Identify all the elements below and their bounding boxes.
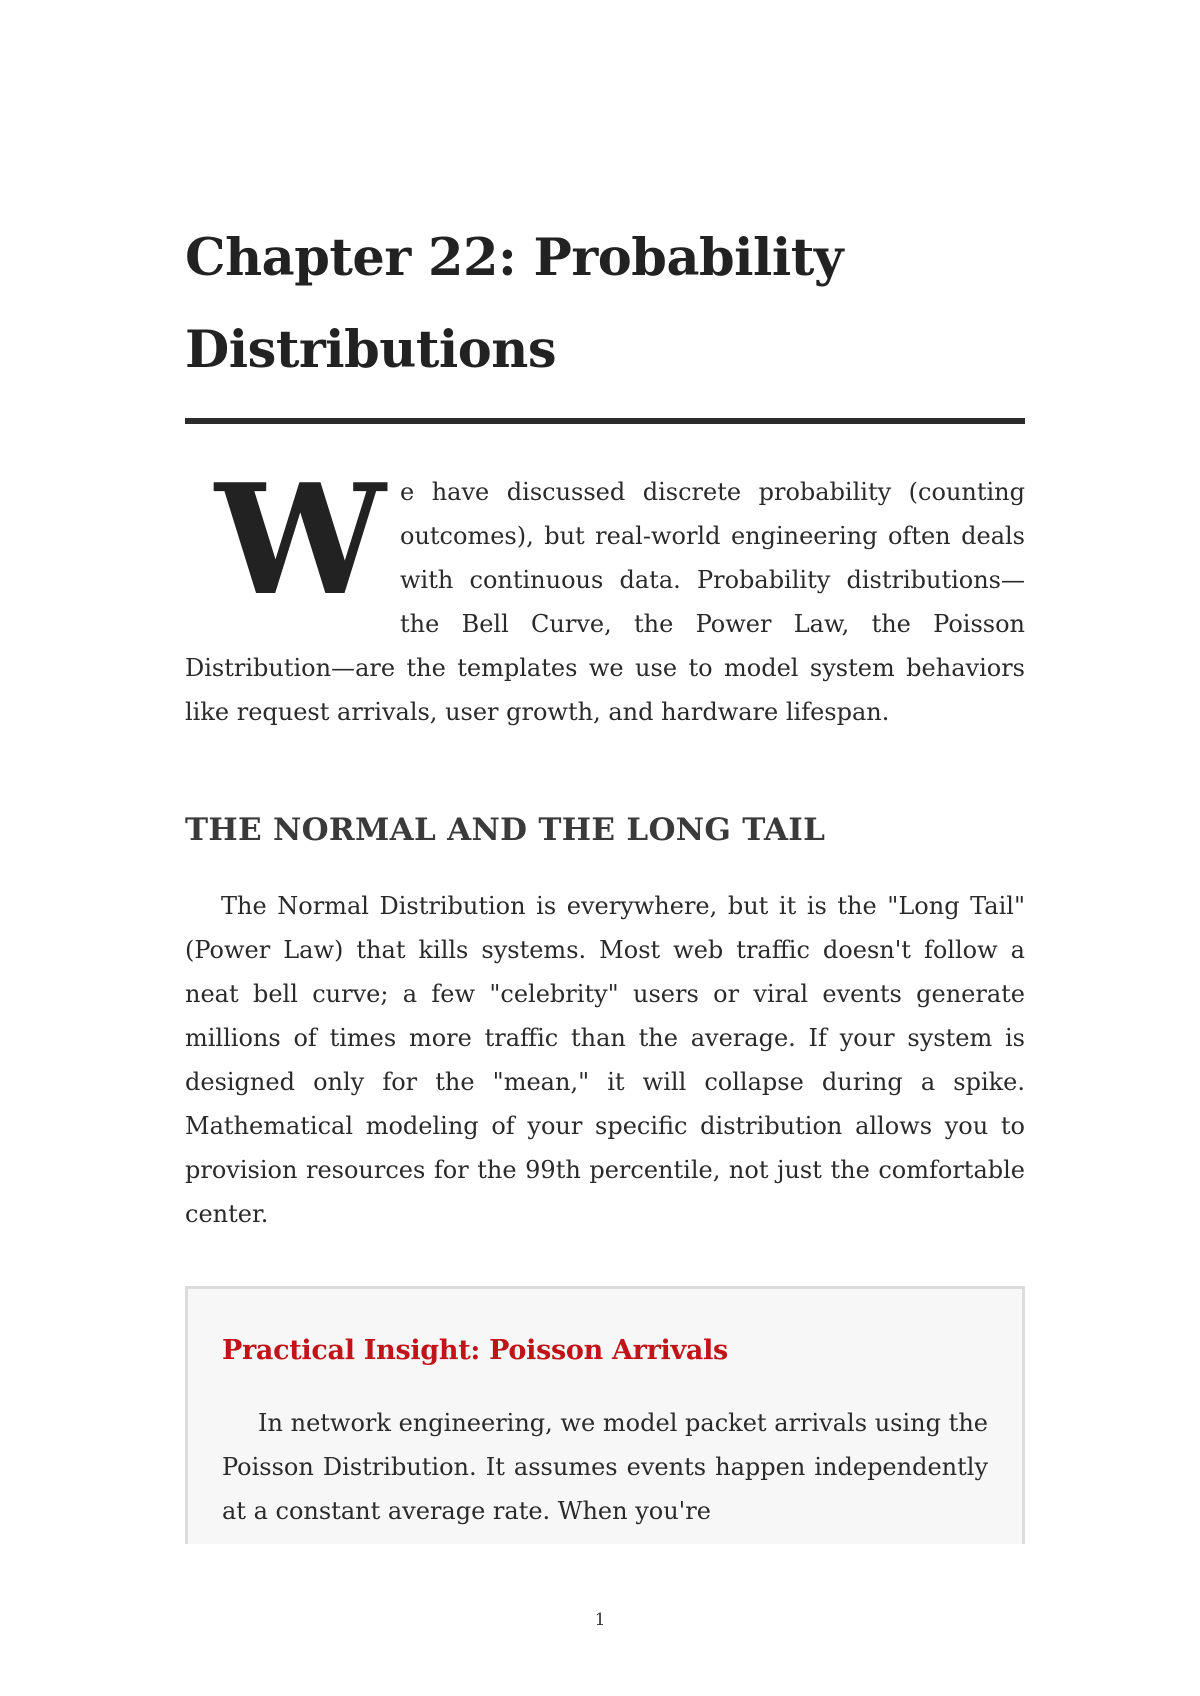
- title-divider: [185, 418, 1025, 424]
- document-page: [185, 0, 1025, 1696]
- insight-callout: [185, 1286, 1025, 1544]
- section-paragraph: The Normal Distribution is everywhere, but it is the "Long Tail" (Power Law) that kills systems. Most web traffic doesn't follow a neat bell curve; a few "celebrity" users or viral events generate millions of times more traffic than the average. If your system is designed only for the "mean," it will collapse during a spike. Mathematical modeling of your specific distribution allows you to provision resources for the 99th percentile, not just the comfortable center.: [185, 892, 1025, 1228]
- chapter-title: Chapter 22: Probability Distributions: [185, 228, 843, 380]
- insight-title: Practical Insight: Poisson Arrivals: [222, 1335, 728, 1366]
- drop-cap-letter: W: [215, 450, 386, 629]
- insight-text: In network engineering, we model packet arrivals using the Poisson Distribution. It assumes events happen independently at a constant average rate. When you're: [222, 1409, 988, 1525]
- page-number: 1: [594, 1610, 606, 1630]
- intro-text: e have discussed discrete probability (counting outcomes), but real-world engineering often deals with continuous data. Probability distributions—the Bell Curve, the Power Law, the Poisson Distribution—are the templates we use to model system behaviors like request arrivals, user growth, and hardware lifespan.: [185, 478, 1025, 726]
- section-heading: THE NORMAL AND THE LONG TAIL: [185, 812, 826, 848]
- drop-cap: [185, 450, 400, 638]
- intro-paragraph: [185, 450, 1025, 734]
